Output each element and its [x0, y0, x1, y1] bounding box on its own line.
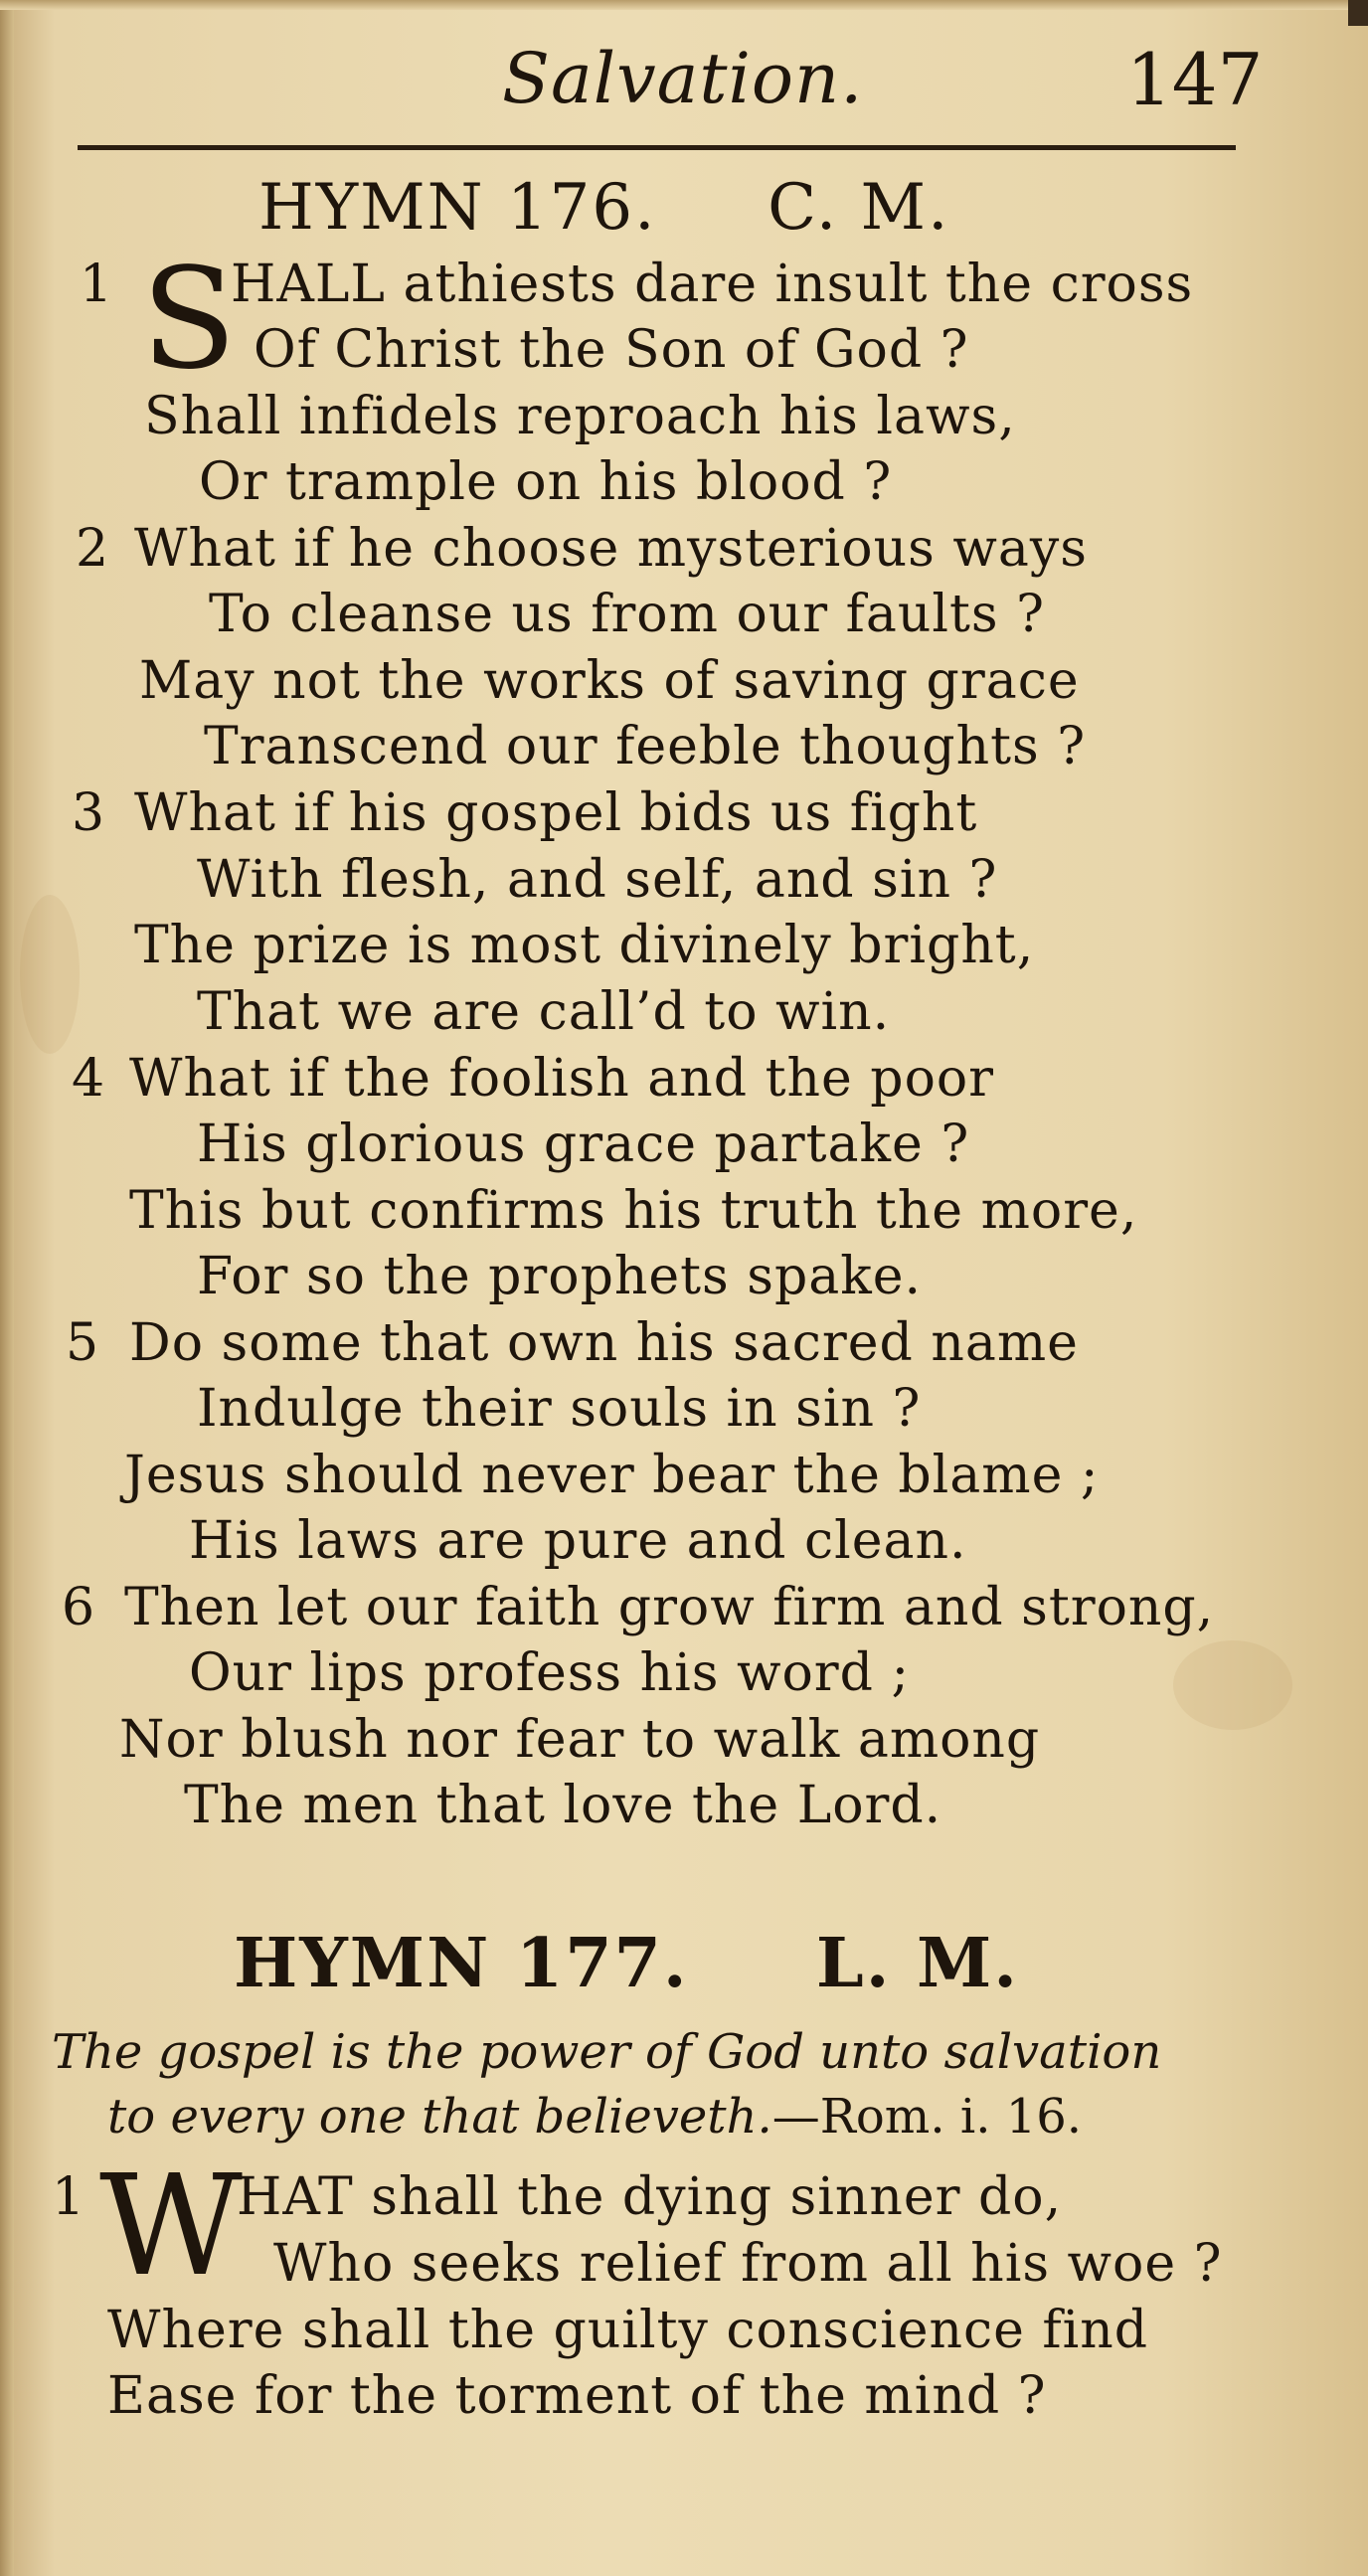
verse-line: May not the works of saving grace — [139, 651, 1080, 711]
epigraph-text: to every one that believeth. — [107, 2089, 772, 2145]
hymn-177-title: HYMN 177. L. M. — [234, 1924, 1019, 2003]
verse-line: Indulge their souls in sin ? — [197, 1379, 922, 1439]
verse-line: That we are call’d to win. — [197, 982, 891, 1042]
paper-stain — [20, 895, 80, 1054]
verse-line: Where shall the guilty conscience find — [107, 2301, 1149, 2360]
verse-line: The prize is most divinely bright, — [134, 916, 1035, 975]
verse-number: 6 — [62, 1578, 95, 1637]
verse-line: Shall infidels reproach his laws, — [144, 387, 1016, 446]
running-head — [0, 28, 1368, 137]
verse-line: Jesus should never bear the blame ; — [124, 1446, 1100, 1505]
drop-cap: S — [141, 239, 237, 401]
verse-line: HALL athiests dare insult the cross — [231, 255, 1194, 314]
verse-line: For so the prophets spake. — [197, 1247, 923, 1306]
verse-number: 2 — [76, 519, 109, 579]
verse-number: 3 — [72, 783, 105, 843]
paper-stain — [1173, 1640, 1292, 1730]
scripture-reference: —Rom. i. 16. — [771, 2089, 1083, 2145]
verse-line: Who seeks relief from all his woe ? — [273, 2234, 1223, 2294]
verse-number: 4 — [72, 1049, 105, 1109]
drop-cap: W — [99, 2146, 243, 2308]
verse-line: Transcend our feeble thoughts ? — [204, 717, 1087, 776]
verse-line: What if the foolish and the poor — [129, 1049, 995, 1109]
verse-line: His glorious grace partake ? — [197, 1115, 970, 1174]
verse-number: 1 — [52, 2167, 86, 2227]
section-title: Salvation. — [502, 38, 864, 119]
hymn-176-title: HYMN 176. C. M. — [258, 171, 950, 245]
verse-line: The men that love the Lord. — [184, 1776, 942, 1835]
verse-number: 1 — [80, 255, 113, 314]
page-top-edge — [0, 0, 1368, 10]
verse-line: What if his gospel bids us fight — [134, 783, 978, 843]
page-number: 147 — [1126, 38, 1264, 121]
verse-line: With flesh, and self, and sin ? — [197, 850, 998, 910]
verse-line: HAT shall the dying sinner do, — [237, 2167, 1063, 2227]
verse-line: Nor blush nor fear to walk among — [119, 1710, 1041, 1770]
verse-line: What if he choose mysterious ways — [134, 519, 1088, 579]
verse-line: To cleanse us from our faults ? — [209, 585, 1045, 644]
verse-line: His laws are pure and clean. — [189, 1511, 967, 1571]
page-edge-shadow — [0, 0, 14, 2576]
verse-line: Or trample on his blood ? — [199, 452, 893, 512]
verse-line: This but confirms his truth the more, — [129, 1181, 1138, 1241]
epigraph-line: The gospel is the power of God unto salvation — [52, 2024, 1162, 2080]
verse-line: Ease for the torment of the mind ? — [107, 2366, 1047, 2426]
verse-line: Then let our faith grow firm and strong, — [124, 1578, 1215, 1637]
verse-line: Do some that own his sacred name — [129, 1313, 1079, 1373]
header-rule — [78, 145, 1236, 150]
epigraph-line — [107, 2085, 1368, 2149]
verse-line: Of Christ the Son of God ? — [254, 320, 969, 380]
page-corner — [1348, 0, 1368, 26]
verse-line: Our lips profess his word ; — [189, 1643, 910, 1703]
verse-number: 5 — [66, 1313, 99, 1373]
